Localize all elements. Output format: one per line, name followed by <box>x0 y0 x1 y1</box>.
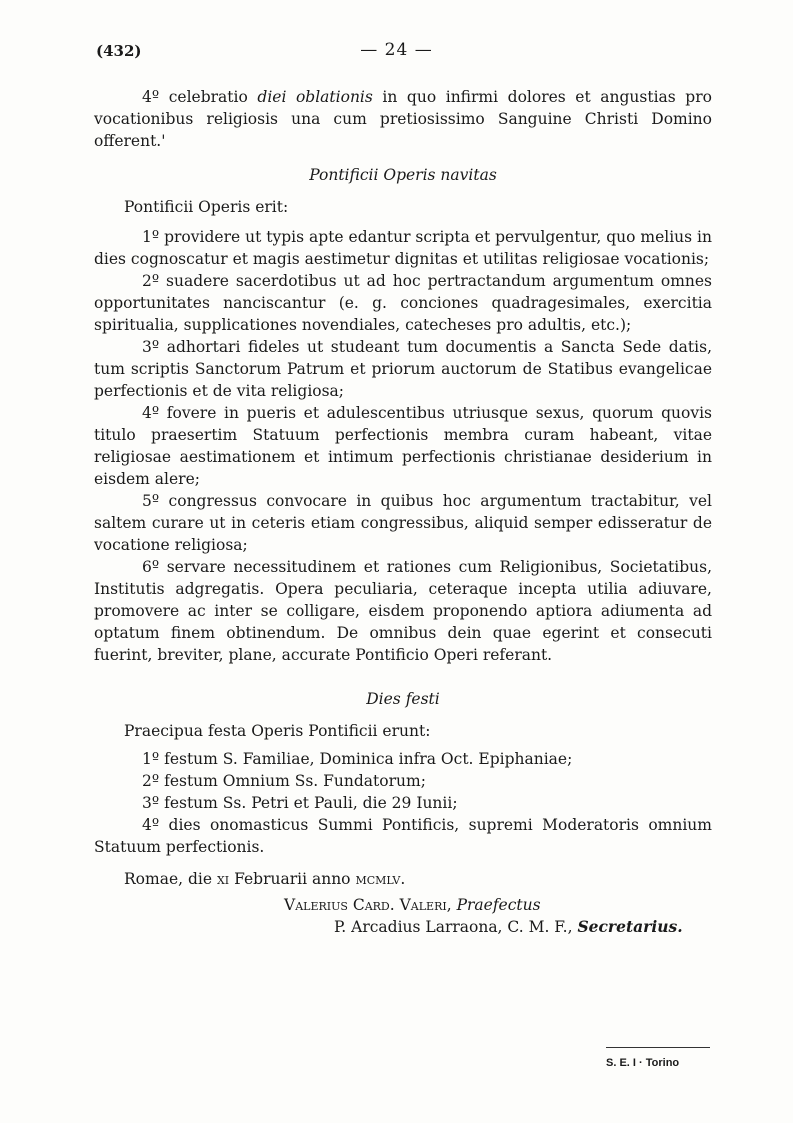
section-lead: Praecipua festa Operis Pontificii erunt: <box>124 722 431 740</box>
document-body <box>94 86 712 938</box>
signature-secretary: P. Arcadius Larraona, C. M. F., Secretarius. <box>334 917 683 936</box>
dateline: Romae, die xi Februarii anno mcmlv. <box>124 870 406 888</box>
section-heading-navitas: Pontificii Operis navitas <box>309 166 497 184</box>
list-item: 6º servare necessitudinem et rationes cum Religionibus, Societatibus, Institutis adgregatis. Opera peculiaria, ceteraque incepta utilia adiuvare, promovere ac inter se colligare, eisdem proponendo aptiora adiumenta ad optatum finem obtinendum. De omnibus dein quae egerint et consecuti fuerint, breviter, plane, accurate Pontificio Operi referant. <box>94 558 712 664</box>
signature-prefect: Valerius Card. Valeri, Praefectus <box>284 896 541 914</box>
list-item: 5º congressus convocare in quibus hoc argumentum tractabitur, vel saltem curare ut in ceteris etiam congressibus, aliquid semper edisseratur de vocatione religiosa; <box>94 492 712 554</box>
list-item: 2º festum Omnium Ss. Fundatorum; <box>142 772 426 790</box>
list-item: 1º festum S. Familiae, Dominica infra Oct. Epiphaniae; <box>142 750 573 768</box>
intro-item-4: 4º celebratio diei oblationis in quo infirmi dolores et angustias pro vocationibus religiosis una cum pretiosissimo Sanguine Christi Domino offerent.' <box>94 88 712 150</box>
printer-mark: S. E. I · Torino <box>606 1057 680 1069</box>
list-item: 4º fovere in pueris et adulescentibus utriusque sexus, quorum quovis titulo praesertim Statuum perfectionis membra curam habeant, vitae religiosae aestimationem et intimum perfectionis christianae desiderium in eisdem alere; <box>94 404 712 488</box>
section-heading-dies-festi: Dies festi <box>366 690 440 708</box>
list-item: 4º dies onomasticus Summi Pontificis, supremi Moderatoris omnium Statuum perfectionis. <box>94 816 712 856</box>
list-item: 2º suadere sacerdotibus ut ad hoc pertractandum argumentum omnes opportunitates nanciscantur (e. g. conciones quadragesimales, exercitia spiritualia, supplicationes novendiales, catecheses pro adultis, etc.); <box>94 272 712 334</box>
list-item: 1º providere ut typis apte edantur scripta et pervulgentur, quo melius in dies cognoscatur et magis aestimetur dignitas et utilitas religiosae vocationis; <box>94 228 712 268</box>
list-item: 3º adhortari fideles ut studeant tum documentis a Sancta Sede datis, tum scriptis Sanctorum Patrum et priorum auctorum de Statibus evangelicae perfectionis et de vita religiosa; <box>94 338 712 400</box>
document-number: (432) <box>96 42 142 60</box>
section-lead: Pontificii Operis erit: <box>124 198 289 216</box>
page-number: — 24 — <box>360 40 433 60</box>
list-item: 3º festum Ss. Petri et Pauli, die 29 Iunii; <box>142 794 458 812</box>
footer-rule <box>606 1047 710 1048</box>
